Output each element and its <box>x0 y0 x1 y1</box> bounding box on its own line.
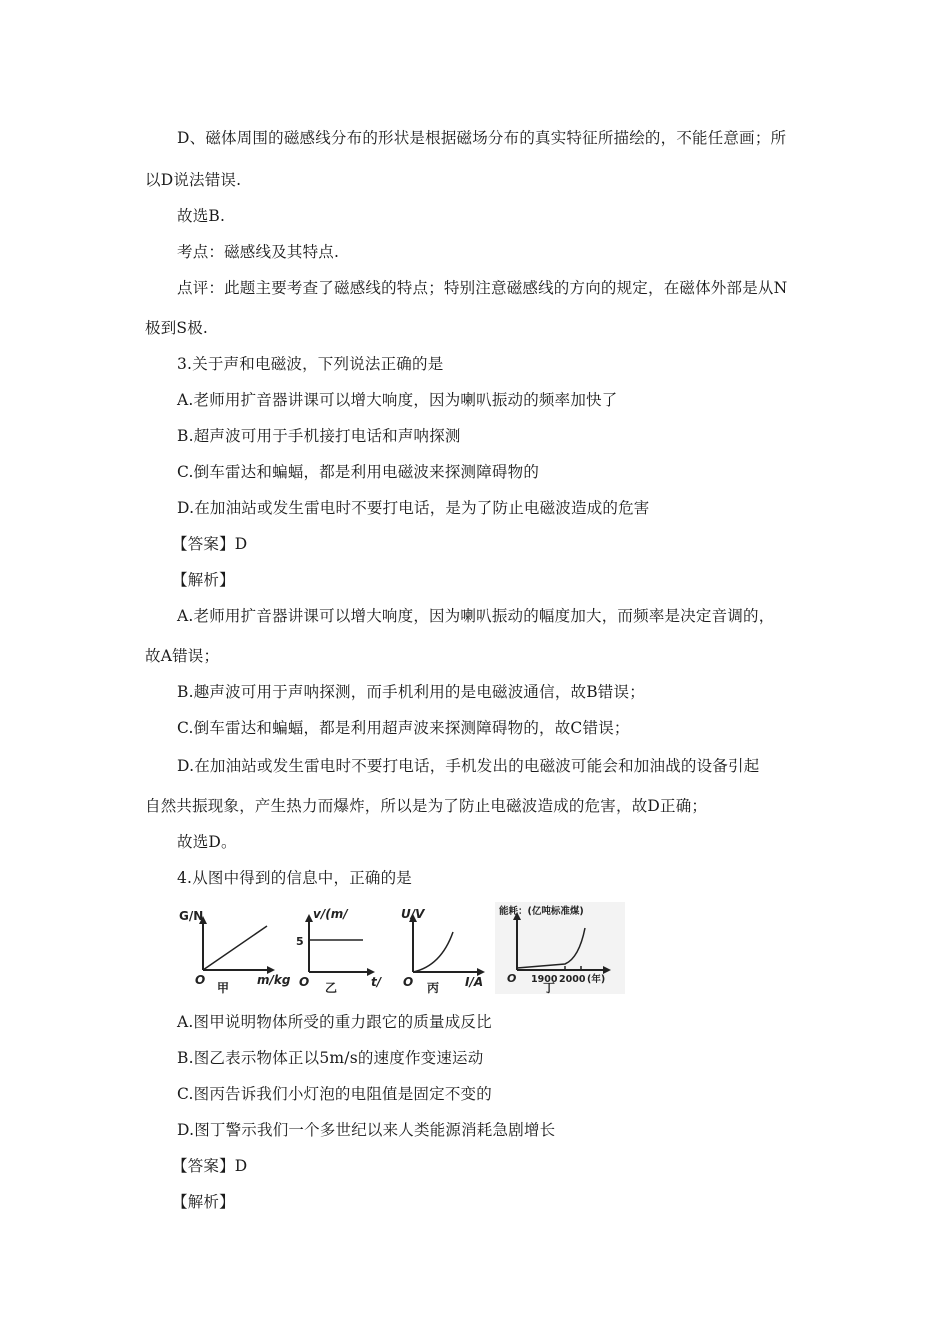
paragraph-option-d-explanation: D、磁体周围的磁感线分布的形状是根据磁场分布的真实特征所描绘的，不能任意画；所 <box>177 129 787 147</box>
q4-option-a: A.图甲说明物体所受的重力跟它的质量成反比 <box>177 1013 492 1031</box>
q3-analysis-a-cont: 故A错误； <box>145 647 220 665</box>
q4-option-d: D.图丁警示我们一个多世纪以来人类能源消耗急剧增长 <box>177 1121 556 1139</box>
ding-tick-1900: 1900 <box>531 974 558 985</box>
yi-tick: 5 <box>296 935 304 948</box>
ding-name: 丁 <box>543 981 556 995</box>
q3-stem: 3.关于声和电磁波，下列说法正确的是 <box>177 355 444 373</box>
yi-xlabel: t/ <box>371 975 382 989</box>
bing-xlabel: I/A <box>465 975 484 989</box>
choose-b-line: 故选B. <box>177 207 226 225</box>
q3-choose-d: 故选D。 <box>177 833 237 851</box>
figure-ding <box>495 902 625 994</box>
ding-ylabel: 能耗：(亿吨标准煤) <box>499 906 584 917</box>
q4-analysis-title: 【解析】 <box>172 1193 235 1211</box>
q3-answer: 【答案】D <box>172 535 248 553</box>
ding-xlabel: (年) <box>587 974 606 985</box>
jia-xlabel: m/kg <box>257 973 291 987</box>
ding-origin: O <box>507 972 517 985</box>
q3-analysis-title: 【解析】 <box>172 571 235 589</box>
q3-option-b: B.超声波可用于手机接打电话和声呐探测 <box>177 427 461 445</box>
figure-jia <box>177 902 291 995</box>
bing-origin: O <box>403 975 414 989</box>
q3-analysis-d: D.在加油站或发生雷电时不要打电话，手机发出的电磁波可能会和加油战的设备引起 <box>177 757 760 775</box>
q3-analysis-b: B.趣声波可用于声呐探测，而手机利用的是电磁波通信，故B错误； <box>177 683 645 701</box>
q4-stem: 4.从图中得到的信息中，正确的是 <box>177 869 412 887</box>
jia-ylabel: G/N <box>179 909 204 923</box>
paragraph-option-d-explanation-cont: 以D说法错误. <box>145 171 242 189</box>
comment-line: 点评：此题主要考查了磁感线的特点；特别注意磁感线的方向的规定，在磁体外部是从N <box>177 279 788 297</box>
key-point-line: 考点：磁感线及其特点. <box>177 243 340 261</box>
q3-analysis-d-cont: 自然共振现象，产生热力而爆炸，所以是为了防止电磁波造成的危害，故D正确； <box>145 797 708 815</box>
comment-line-cont: 极到S极. <box>145 319 209 337</box>
ding-tick-2000: 2000 <box>559 974 586 985</box>
yi-name: 乙 <box>325 981 338 995</box>
figure-yi <box>287 902 387 994</box>
yi-ylabel: v/(m/ <box>313 907 348 921</box>
q3-analysis-a: A.老师用扩音器讲课可以增大响度，因为喇叭振动的幅度加大，而频率是决定音调的， <box>177 607 775 625</box>
q3-option-c: C.倒车雷达和蝙蝠，都是利用电磁波来探测障碍物的 <box>177 463 540 481</box>
figure-bing <box>393 902 493 994</box>
q3-option-d: D.在加油站或发生雷电时不要打电话，是为了防止电磁波造成的危害 <box>177 499 650 517</box>
q4-figure-strip <box>177 902 625 994</box>
bing-ylabel: U/V <box>401 907 425 921</box>
jia-name: 甲 <box>217 981 230 995</box>
jia-origin: O <box>195 973 206 987</box>
q4-answer: 【答案】D <box>172 1157 248 1175</box>
yi-origin: O <box>299 975 310 989</box>
q4-option-b: B.图乙表示物体正以5m/s的速度作变速运动 <box>177 1049 484 1067</box>
q3-analysis-c: C.倒车雷达和蝙蝠，都是利用超声波来探测障碍物的，故C错误； <box>177 719 630 737</box>
q4-option-c: C.图丙告诉我们小灯泡的电阻值是固定不变的 <box>177 1085 492 1103</box>
q3-option-a: A.老师用扩音器讲课可以增大响度，因为喇叭振动的频率加快了 <box>177 391 618 409</box>
bing-name: 丙 <box>427 981 440 995</box>
